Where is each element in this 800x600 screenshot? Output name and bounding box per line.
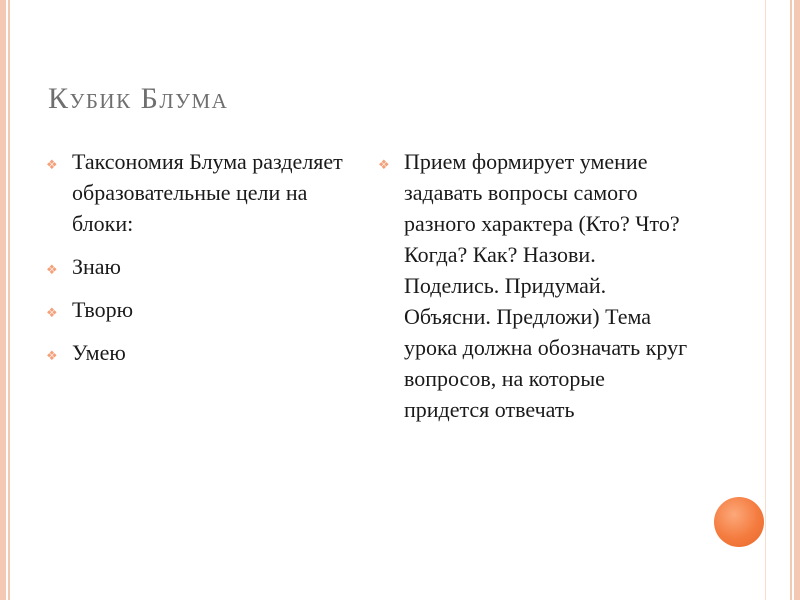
list-item-text: Знаю — [72, 254, 121, 279]
list-item — [46, 146, 346, 239]
right-column — [378, 146, 688, 437]
list-item — [46, 294, 346, 325]
ornament-bullet-icon: ❖ — [46, 158, 58, 173]
list-item-text: Умею — [72, 340, 126, 365]
list-item — [46, 251, 346, 282]
left-border-line — [8, 0, 10, 600]
ornament-bullet-icon: ❖ — [46, 306, 58, 321]
left-column — [46, 146, 346, 380]
list-item-text: Таксономия Блума разделяет образовательные цели на блоки: — [72, 149, 343, 236]
list-item — [378, 146, 688, 425]
decorative-circle — [714, 497, 764, 547]
ornament-bullet-icon: ❖ — [46, 349, 58, 364]
right-border-line — [790, 0, 792, 600]
ornament-bullet-icon: ❖ — [46, 263, 58, 278]
ornament-bullet-icon: ❖ — [378, 158, 390, 173]
right-border-thin-line — [765, 0, 766, 600]
list-item-text: Творю — [72, 297, 134, 322]
list-item-text: Прием формирует умение задавать вопросы самого разного характера (Кто? Что? Когда? Как? Назови. Поделись. Придумай. Объясни. Предложи) Тема урока должна обозначать круг вопросов, на которые придется отвечать — [404, 149, 688, 422]
right-border-stripe — [794, 0, 800, 600]
list-item — [46, 337, 346, 368]
slide-title: Кубик Блума — [48, 82, 229, 115]
left-border-stripe — [0, 0, 6, 600]
